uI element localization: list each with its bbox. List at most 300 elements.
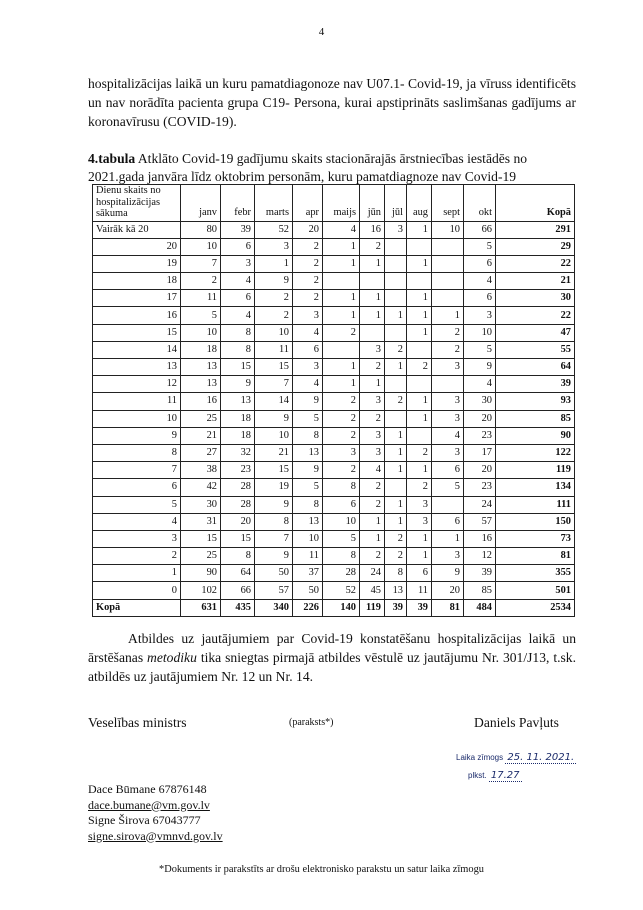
cell-value: 2	[360, 479, 385, 496]
cell-value: 8	[293, 427, 323, 444]
cell-value: 1	[407, 548, 432, 565]
header-month: apr	[293, 185, 323, 222]
timestamp-time-value: 17.27	[490, 770, 520, 781]
cell-value: 37	[293, 565, 323, 582]
cell-value: 1	[407, 324, 432, 341]
cell-value: 9	[255, 548, 293, 565]
intro-paragraph: hospitalizācijas laikā un kuru pamatdiagonoze nav U07.1- Covid-19, ja vīruss identificēts un nav norādīta pacienta grupa C19- Persona, kurai apstiprināts saslimšanas gadījums ar koronavīrusu (COVID-19).	[88, 76, 576, 129]
cell-value: 66	[221, 582, 255, 599]
cell-value: 13	[293, 513, 323, 530]
cell-value: 9	[464, 359, 496, 376]
cell-value: 6	[464, 290, 496, 307]
timestamp-time	[468, 770, 522, 782]
cell-value: 4	[360, 462, 385, 479]
cell-value: 50	[255, 565, 293, 582]
row-total: 81	[496, 548, 575, 565]
cell-value: 13	[181, 376, 221, 393]
header-total: Kopā	[496, 185, 575, 222]
cell-value: 3	[464, 307, 496, 324]
cell-value: 10	[181, 238, 221, 255]
cell-value: 13	[293, 444, 323, 461]
cell-value	[407, 376, 432, 393]
cell-value: 14	[255, 393, 293, 410]
cell-value: 3	[293, 359, 323, 376]
cell-value: 8	[293, 496, 323, 513]
cell-value: 5	[464, 341, 496, 358]
cell-value: 1	[407, 393, 432, 410]
cell-value	[385, 238, 407, 255]
row-label: 5	[93, 496, 181, 513]
row-total: 2534	[496, 599, 575, 616]
row-label: 9	[93, 427, 181, 444]
cell-value: 13	[221, 393, 255, 410]
table-row	[93, 359, 575, 376]
row-label: 4	[93, 513, 181, 530]
cell-value: 3	[360, 341, 385, 358]
cell-value: 21	[181, 427, 221, 444]
row-label: Vairāk kā 20	[93, 221, 181, 238]
cell-value: 28	[221, 496, 255, 513]
cell-value: 6	[221, 238, 255, 255]
cell-value: 2	[293, 238, 323, 255]
row-total: 29	[496, 238, 575, 255]
row-label: 12	[93, 376, 181, 393]
cell-value: 2	[323, 427, 360, 444]
cell-value: 1	[323, 290, 360, 307]
cell-value	[385, 290, 407, 307]
contact-name-1: Dace Būmane 67876148	[88, 782, 207, 796]
cell-value: 2	[407, 444, 432, 461]
cell-value: 45	[360, 582, 385, 599]
cell-value: 2	[407, 479, 432, 496]
cell-value: 7	[255, 530, 293, 547]
row-label: 3	[93, 530, 181, 547]
table-row	[93, 238, 575, 255]
cell-value: 1	[407, 462, 432, 479]
cell-value: 2	[360, 410, 385, 427]
cell-value: 8	[221, 324, 255, 341]
cell-value: 2	[385, 548, 407, 565]
row-label: 19	[93, 255, 181, 272]
cell-value: 8	[323, 479, 360, 496]
cell-value: 30	[181, 496, 221, 513]
cell-value	[385, 255, 407, 272]
row-label: 18	[93, 273, 181, 290]
timestamp-label: Laika zīmogs	[456, 753, 504, 762]
cell-value: 4	[221, 307, 255, 324]
cell-value: 1	[385, 359, 407, 376]
cell-value: 4	[323, 221, 360, 238]
cell-value: 1	[385, 307, 407, 324]
table-row	[93, 582, 575, 599]
cell-value: 39	[464, 565, 496, 582]
cell-value: 7	[255, 376, 293, 393]
cell-value: 11	[407, 582, 432, 599]
cell-value: 10	[323, 513, 360, 530]
cell-value: 21	[255, 444, 293, 461]
cell-value: 20	[432, 582, 464, 599]
cell-value: 140	[323, 599, 360, 616]
table-row	[93, 444, 575, 461]
cell-value	[432, 238, 464, 255]
cell-value: 1	[385, 513, 407, 530]
cell-value: 6	[293, 341, 323, 358]
cell-value: 7	[181, 255, 221, 272]
cell-value: 3	[385, 221, 407, 238]
row-label: 7	[93, 462, 181, 479]
cell-value: 1	[323, 255, 360, 272]
cell-value	[385, 376, 407, 393]
row-label: 14	[93, 341, 181, 358]
cell-value: 2	[385, 530, 407, 547]
cell-value: 1	[323, 376, 360, 393]
cell-value: 9	[255, 273, 293, 290]
cell-value: 2	[407, 359, 432, 376]
cell-value	[360, 324, 385, 341]
row-total: 355	[496, 565, 575, 582]
cell-value: 9	[293, 393, 323, 410]
cell-value: 10	[255, 324, 293, 341]
cell-value: 226	[293, 599, 323, 616]
cell-value: 3	[432, 410, 464, 427]
cell-value: 81	[432, 599, 464, 616]
row-total: 22	[496, 307, 575, 324]
header-month: jūl	[385, 185, 407, 222]
cell-value: 28	[221, 479, 255, 496]
cell-value: 4	[221, 273, 255, 290]
cell-value: 1	[385, 496, 407, 513]
covid-cases-table	[92, 184, 575, 617]
cell-value: 9	[255, 410, 293, 427]
cell-value: 19	[255, 479, 293, 496]
cell-value: 2	[323, 324, 360, 341]
row-total: 85	[496, 410, 575, 427]
header-month: marts	[255, 185, 293, 222]
signature-note: (paraksts*)	[289, 717, 334, 728]
cell-value: 102	[181, 582, 221, 599]
row-total: 119	[496, 462, 575, 479]
cell-value: 340	[255, 599, 293, 616]
answer-emphasis: metodiku	[147, 650, 197, 665]
row-label: 11	[93, 393, 181, 410]
cell-value: 3	[221, 255, 255, 272]
cell-value	[385, 479, 407, 496]
cell-value	[323, 273, 360, 290]
cell-value: 6	[432, 513, 464, 530]
cell-value: 23	[464, 479, 496, 496]
cell-value	[407, 427, 432, 444]
cell-value: 15	[255, 462, 293, 479]
cell-value: 10	[464, 324, 496, 341]
cell-value: 9	[293, 462, 323, 479]
cell-value: 1	[323, 307, 360, 324]
cell-value: 1	[360, 307, 385, 324]
cell-value	[432, 376, 464, 393]
cell-value: 2	[385, 393, 407, 410]
cell-value: 6	[323, 496, 360, 513]
cell-value: 6	[221, 290, 255, 307]
cell-value: 5	[323, 530, 360, 547]
cell-value	[432, 290, 464, 307]
timestamp-date	[456, 752, 576, 764]
row-total: 64	[496, 359, 575, 376]
cell-value: 4	[464, 376, 496, 393]
header-month: febr	[221, 185, 255, 222]
cell-value	[385, 324, 407, 341]
cell-value	[407, 238, 432, 255]
cell-value: 2	[293, 290, 323, 307]
table-row	[93, 513, 575, 530]
table-row	[93, 479, 575, 496]
cell-value	[407, 273, 432, 290]
cell-value: 30	[464, 393, 496, 410]
cell-value: 9	[221, 376, 255, 393]
cell-value: 2	[323, 393, 360, 410]
table-caption-text: Atklāto Covid-19 gadījumu skaits stacionārajās ārstniecības iestādēs no 2021.gada janvāra līdz oktobrim personām, kuru pamatdiagnoze nav Covid-19	[88, 151, 528, 184]
cell-value: 6	[407, 565, 432, 582]
cell-value: 18	[221, 410, 255, 427]
cell-value: 32	[221, 444, 255, 461]
cell-value: 10	[432, 221, 464, 238]
row-label: 15	[93, 324, 181, 341]
cell-value: 1	[323, 359, 360, 376]
cell-value: 4	[432, 427, 464, 444]
timestamp-time-label: plkst.	[468, 771, 487, 780]
cell-value: 10	[181, 324, 221, 341]
cell-value: 5	[464, 238, 496, 255]
cell-value: 3	[407, 496, 432, 513]
cell-value: 23	[221, 462, 255, 479]
cell-value: 1	[385, 427, 407, 444]
cell-value: 6	[432, 462, 464, 479]
cell-value: 1	[432, 530, 464, 547]
cell-value: 39	[407, 599, 432, 616]
row-label: 16	[93, 307, 181, 324]
cell-value: 2	[181, 273, 221, 290]
cell-value: 27	[181, 444, 221, 461]
cell-value: 2	[385, 341, 407, 358]
page-number: 4	[318, 26, 325, 38]
cell-value: 57	[255, 582, 293, 599]
cell-value: 5	[293, 479, 323, 496]
cell-value: 631	[181, 599, 221, 616]
contact-email-1[interactable]: dace.bumane@vm.gov.lv	[88, 797, 210, 812]
cell-value: 9	[432, 565, 464, 582]
cell-value: 2	[360, 548, 385, 565]
cell-value: 24	[464, 496, 496, 513]
table-row	[93, 565, 575, 582]
header-month: okt	[464, 185, 496, 222]
table-row	[93, 341, 575, 358]
cell-value: 5	[432, 479, 464, 496]
row-label: 6	[93, 479, 181, 496]
cell-value: 5	[293, 410, 323, 427]
cell-value: 1	[360, 530, 385, 547]
cell-value: 1	[407, 530, 432, 547]
cell-value: 1	[407, 255, 432, 272]
cell-value: 8	[385, 565, 407, 582]
cell-value: 16	[181, 393, 221, 410]
cell-value: 15	[221, 530, 255, 547]
cell-value: 2	[323, 462, 360, 479]
table-caption	[88, 150, 576, 186]
cell-value: 2	[323, 410, 360, 427]
header-month: jūn	[360, 185, 385, 222]
cell-value: 1	[407, 307, 432, 324]
cell-value: 2	[293, 273, 323, 290]
row-total: 21	[496, 273, 575, 290]
cell-value	[432, 255, 464, 272]
row-total: 55	[496, 341, 575, 358]
cell-value: 8	[221, 548, 255, 565]
cell-value: 31	[181, 513, 221, 530]
table-row	[93, 427, 575, 444]
row-label: 20	[93, 238, 181, 255]
row-label: 10	[93, 410, 181, 427]
cell-value: 1	[385, 462, 407, 479]
cell-value: 20	[464, 410, 496, 427]
cell-value: 1	[407, 221, 432, 238]
row-label: 0	[93, 582, 181, 599]
cell-value: 4	[293, 324, 323, 341]
row-total: 22	[496, 255, 575, 272]
cell-value: 20	[464, 462, 496, 479]
cell-value: 13	[385, 582, 407, 599]
row-total: 122	[496, 444, 575, 461]
cell-value: 64	[221, 565, 255, 582]
row-label: 2	[93, 548, 181, 565]
cell-value	[385, 273, 407, 290]
cell-value: 3	[293, 307, 323, 324]
cell-value: 119	[360, 599, 385, 616]
table-row	[93, 221, 575, 238]
row-label: 1	[93, 565, 181, 582]
cell-value: 8	[221, 341, 255, 358]
cell-value: 11	[181, 290, 221, 307]
header-month: aug	[407, 185, 432, 222]
contact-email-2[interactable]: signe.sirova@vmnvd.gov.lv	[88, 828, 223, 843]
cell-value: 1	[360, 513, 385, 530]
cell-value: 85	[464, 582, 496, 599]
cell-value: 1	[432, 307, 464, 324]
table-row	[93, 376, 575, 393]
cell-value: 2	[360, 238, 385, 255]
cell-value: 16	[464, 530, 496, 547]
table-row	[93, 462, 575, 479]
cell-value: 50	[293, 582, 323, 599]
cell-value: 38	[181, 462, 221, 479]
cell-value: 39	[221, 221, 255, 238]
table-row	[93, 410, 575, 427]
cell-value: 3	[360, 393, 385, 410]
cell-value: 25	[181, 548, 221, 565]
table-row	[93, 530, 575, 547]
cell-value: 10	[293, 530, 323, 547]
minister-title: Veselības ministrs	[88, 715, 187, 730]
cell-value: 435	[221, 599, 255, 616]
cell-value: 3	[432, 359, 464, 376]
cell-value	[360, 273, 385, 290]
cell-value: 42	[181, 479, 221, 496]
cell-value: 52	[323, 582, 360, 599]
header-month: maijs	[323, 185, 360, 222]
header-month: sept	[432, 185, 464, 222]
cell-value: 2	[432, 341, 464, 358]
row-total: 501	[496, 582, 575, 599]
cell-value	[432, 496, 464, 513]
table-row	[93, 290, 575, 307]
cell-value: 11	[255, 341, 293, 358]
row-total: 111	[496, 496, 575, 513]
cell-value: 80	[181, 221, 221, 238]
row-total: 39	[496, 376, 575, 393]
total-row	[93, 599, 575, 616]
table-row	[93, 548, 575, 565]
cell-value: 23	[464, 427, 496, 444]
cell-value: 15	[221, 359, 255, 376]
cell-value: 16	[360, 221, 385, 238]
cell-value: 15	[255, 359, 293, 376]
cell-value: 5	[181, 307, 221, 324]
answer-text-end: tika sniegtas pirmajā atbildes vēstulē uz jautājumu Nr. 301/J13, t.sk. atbildēs uz jautājumiem Nr. 12 un Nr. 14.	[88, 650, 576, 684]
cell-value: 2	[360, 359, 385, 376]
minister-name: Daniels Pavļuts	[474, 715, 559, 730]
table-row	[93, 255, 575, 272]
table-row	[93, 273, 575, 290]
cell-value: 8	[323, 548, 360, 565]
cell-value: 24	[360, 565, 385, 582]
cell-value: 3	[255, 238, 293, 255]
cell-value: 1	[360, 255, 385, 272]
cell-value: 12	[464, 548, 496, 565]
row-total: 93	[496, 393, 575, 410]
contact-block	[88, 782, 223, 844]
cell-value: 1	[360, 290, 385, 307]
cell-value: 2	[432, 324, 464, 341]
cell-value: 2	[255, 307, 293, 324]
cell-value: 1	[385, 444, 407, 461]
header-days: Dienu skaits no hospitalizācijas sākuma	[93, 185, 181, 222]
cell-value: 18	[221, 427, 255, 444]
table-row	[93, 324, 575, 341]
answer-text-start: Atbildes uz jautājumiem par Covid-19 konstatēšanu hospitalizācijas laikā un ārstēšanas	[88, 631, 576, 665]
cell-value: 39	[385, 599, 407, 616]
cell-value: 20	[293, 221, 323, 238]
table-row	[93, 496, 575, 513]
cell-value: 3	[360, 427, 385, 444]
cell-value: 57	[464, 513, 496, 530]
row-total: 90	[496, 427, 575, 444]
row-label: 17	[93, 290, 181, 307]
cell-value	[432, 273, 464, 290]
row-total: 134	[496, 479, 575, 496]
cell-value: 8	[255, 513, 293, 530]
row-total: 291	[496, 221, 575, 238]
cell-value: 25	[181, 410, 221, 427]
cell-value: 6	[464, 255, 496, 272]
cell-value: 15	[181, 530, 221, 547]
cell-value: 2	[255, 290, 293, 307]
cell-value: 484	[464, 599, 496, 616]
signature-footnote: *Dokuments ir parakstīts ar drošu elektronisko parakstu un satur laika zīmogu	[159, 864, 484, 875]
cell-value: 3	[360, 444, 385, 461]
contact-name-2: Signe Širova 67043777	[88, 813, 201, 827]
cell-value	[385, 410, 407, 427]
cell-value: 20	[221, 513, 255, 530]
cell-value: 9	[255, 496, 293, 513]
cell-value: 4	[293, 376, 323, 393]
cell-value: 1	[255, 255, 293, 272]
